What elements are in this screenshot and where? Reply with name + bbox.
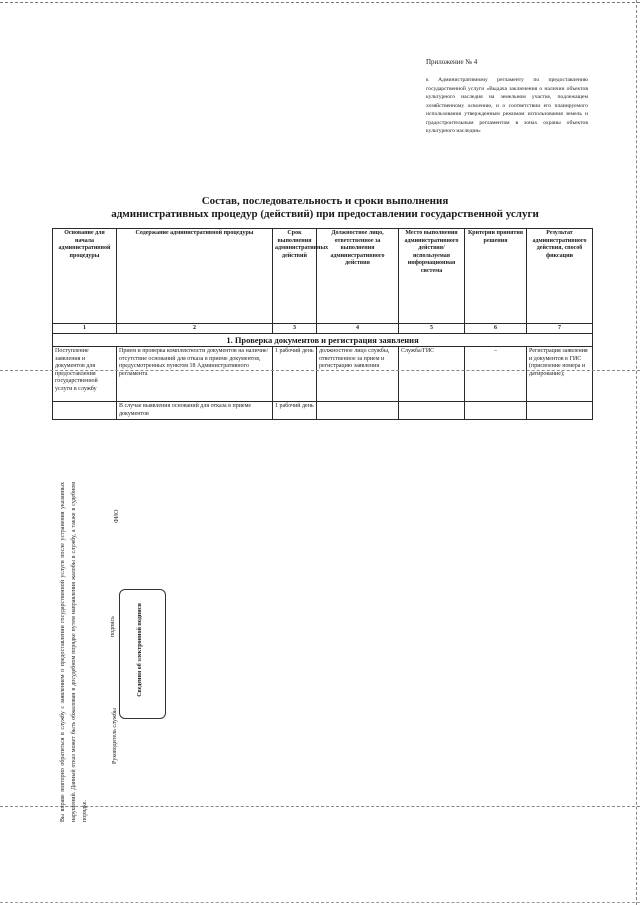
- column-number: 7: [527, 324, 593, 334]
- appendix-title: Приложение № 4: [426, 58, 478, 66]
- table-cell: Служба/ГИС: [399, 347, 465, 402]
- table-cell: [527, 402, 593, 420]
- table-cell: В случае выявления оснований для отказа в приеме документов: [117, 402, 273, 420]
- column-number: 3: [273, 324, 317, 334]
- table-cell: 1 рабочий день: [273, 347, 317, 402]
- header-cell: Содержание административной процедуры: [117, 229, 273, 324]
- section-title: 1. Проверка документов и регистрация заявления: [53, 334, 593, 347]
- column-numbers-row: [53, 324, 593, 334]
- scan-fold-line: [0, 370, 640, 371]
- header-cell: Критерии принятия решения: [465, 229, 527, 324]
- table-cell: Поступление заявления и документов для предоставления государственной услуги в службу: [53, 347, 117, 402]
- head-of-service-label: Руководитель службы: [112, 707, 118, 764]
- column-number: 2: [117, 324, 273, 334]
- table-row: [53, 347, 593, 402]
- section-row: [53, 334, 593, 347]
- column-number: 1: [53, 324, 117, 334]
- title-line-1: Состав, последовательность и сроки выполнения: [201, 195, 449, 207]
- appendix-text: к Административному регламенту по предоставлению государственной услуги «Выдача заключения о наличии объектов культурного наследия на земельном участке, подлежащем хозяйственному освоению, и о соответствии его планируемого использования утвержденным режимам использования земель и градостроительным регламентам в зонах охраны объектов культурного наследия»: [426, 77, 588, 134]
- column-number: 4: [317, 324, 399, 334]
- refusal-notice-text: Вы вправе повторно обратиться в службу с заявлением о предоставлении государственной услуги после устранения указанных нарушений. Данный отказ может быть обжалован в досудебном порядке путем направления жалобы в службу, а также в судебном порядке.: [60, 482, 88, 822]
- header-cell: Место выполнения административного действия/ используемая информационная система: [399, 229, 465, 324]
- table-cell: [399, 402, 465, 420]
- document-title: [60, 195, 590, 221]
- table-header-row: [53, 229, 593, 324]
- table-cell: Регистрация заявления и документов в ГИС (присвоение номера и датирование);: [527, 347, 593, 402]
- table-cell: [465, 402, 527, 420]
- title-line-2: административных процедур (действий) при предоставлении государственной услуги: [111, 208, 539, 220]
- header-cell: Результат административного действия, способ фиксации: [527, 229, 593, 324]
- table-row: [53, 402, 593, 420]
- table-cell: 1 рабочий день: [273, 402, 317, 420]
- header-cell: Должностное лицо, ответственное за выполнения административного действия: [317, 229, 399, 324]
- signature-label: подпись: [110, 616, 116, 637]
- table-cell: должностное лицо службы, ответственное за прием и регистрацию заявления: [317, 347, 399, 402]
- header-cell: Основание для начала административной процедуры: [53, 229, 117, 324]
- header-cell: Срок выполнения административных действий: [273, 229, 317, 324]
- column-number: 6: [465, 324, 527, 334]
- table-cell: Прием и проверка комплектности документов на наличие/отсутствие оснований для отказа в приеме документов, предусмотренных пунктом 18 Административного регламента: [117, 347, 273, 402]
- column-number: 5: [399, 324, 465, 334]
- table-cell: [53, 402, 117, 420]
- scan-edge-bottom: [0, 902, 640, 903]
- table-cell: [317, 402, 399, 420]
- stamp-text: Сведения об электронной подписи: [137, 603, 143, 697]
- scan-fold-line: [0, 806, 640, 807]
- procedures-table: [52, 228, 593, 420]
- table-cell: –: [465, 347, 527, 402]
- scan-edge-top: [0, 2, 640, 3]
- fio-label: ФИО: [114, 509, 120, 523]
- scan-edge-right: [636, 0, 637, 905]
